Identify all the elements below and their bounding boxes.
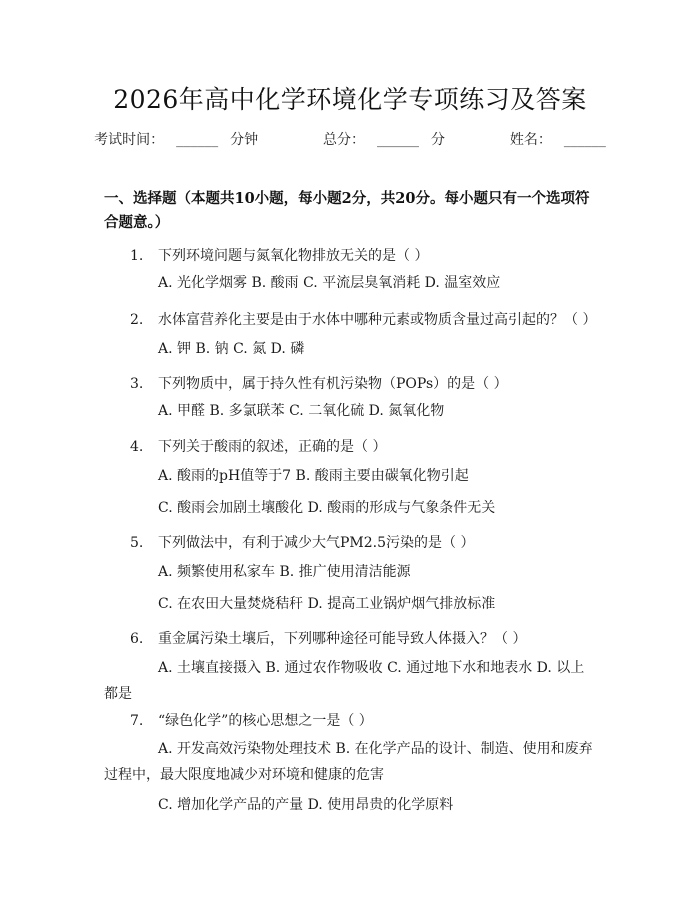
question-text: 下列关于酸雨的叙述，正确的是（ ） bbox=[158, 439, 387, 455]
question-text: 下列物质中，属于持久性有机污染物（POPs）的是（ ） bbox=[158, 376, 508, 392]
question-number: 3. bbox=[130, 376, 144, 392]
question-text: 重金属污染土壤后，下列哪种途径可能导致人体摄入？（ ） bbox=[158, 631, 527, 647]
time-unit: 分钟 bbox=[230, 132, 259, 148]
question-4 bbox=[130, 436, 386, 456]
question-number: 7. bbox=[130, 713, 144, 729]
time-field bbox=[88, 132, 264, 148]
question-5-option-line-2: C. 在农田大量焚烧秸秆 D. 提高工业锅炉烟气排放标准 bbox=[158, 596, 496, 612]
question-6 bbox=[130, 628, 526, 648]
question-number: 2. bbox=[130, 312, 144, 328]
question-2-options: A. 钾 B. 钠 C. 氮 D. 磷 bbox=[158, 341, 305, 357]
section-heading: 一、选择题（本题共10小题，每小题2分，共20分。每小题只有一个选项符合题意。） bbox=[104, 190, 590, 231]
score-label: 总分： bbox=[323, 132, 365, 148]
exam-meta bbox=[0, 129, 700, 149]
question-4-option-line-1: A. 酸雨的pH值等于7 B. 酸雨主要由碳氧化物引起 bbox=[158, 468, 469, 484]
question-text: “绿色化学”的核心思想之一是（ ） bbox=[158, 713, 373, 729]
question-text: 下列环境问题与氮氧化物排放无关的是（ ） bbox=[158, 248, 429, 264]
time-blank: ______ bbox=[176, 132, 219, 148]
page-title: 2026年高中化学环境化学专项练习及答案 bbox=[113, 85, 587, 114]
question-5-option-line-1: A. 频繁使用私家车 B. 推广使用清洁能源 bbox=[158, 564, 411, 580]
score-unit: 分 bbox=[431, 132, 445, 148]
question-7-option-line-2: C. 增加化学产品的产量 D. 使用昂贵的化学原料 bbox=[158, 797, 454, 813]
name-field bbox=[504, 132, 612, 148]
question-text: 下列做法中，有利于减少大气PM2.5污染的是（ ） bbox=[158, 535, 475, 551]
question-5 bbox=[130, 532, 474, 552]
question-7-option-line-1: A. 开发高效污染物处理技术 B. 在化学产品的设计、制造、使用和废弃过程中，最大限度地减少对环境和健康的危害 bbox=[104, 741, 593, 783]
question-7 bbox=[130, 710, 373, 730]
time-label: 考试时间： bbox=[94, 132, 165, 148]
question-1 bbox=[130, 245, 428, 265]
score-blank: ______ bbox=[377, 132, 419, 148]
question-number: 1. bbox=[130, 248, 144, 264]
question-number: 4. bbox=[130, 439, 144, 455]
question-4-option-line-2: C. 酸雨会加剧土壤酸化 D. 酸雨的形成与气象条件无关 bbox=[158, 500, 496, 516]
name-label: 姓名： bbox=[509, 132, 552, 148]
question-6-options: A. 土壤直接摄入 B. 通过农作物吸收 C. 通过地下水和地表水 D. 以上都是 bbox=[104, 660, 585, 702]
score-field bbox=[317, 132, 451, 148]
question-3-options: A. 甲醛 B. 多氯联苯 C. 二氧化硫 D. 氮氧化物 bbox=[158, 403, 445, 419]
question-3 bbox=[130, 373, 508, 393]
name-blank: ______ bbox=[563, 132, 606, 148]
question-number: 6. bbox=[130, 631, 144, 647]
question-number: 5. bbox=[130, 535, 144, 551]
question-1-options: A. 光化学烟雾 B. 酸雨 C. 平流层臭氧消耗 D. 温室效应 bbox=[158, 275, 501, 291]
question-2 bbox=[130, 309, 596, 329]
question-text: 水体富营养化主要是由于水体中哪种元素或物质含量过高引起的？（ ） bbox=[158, 312, 597, 328]
